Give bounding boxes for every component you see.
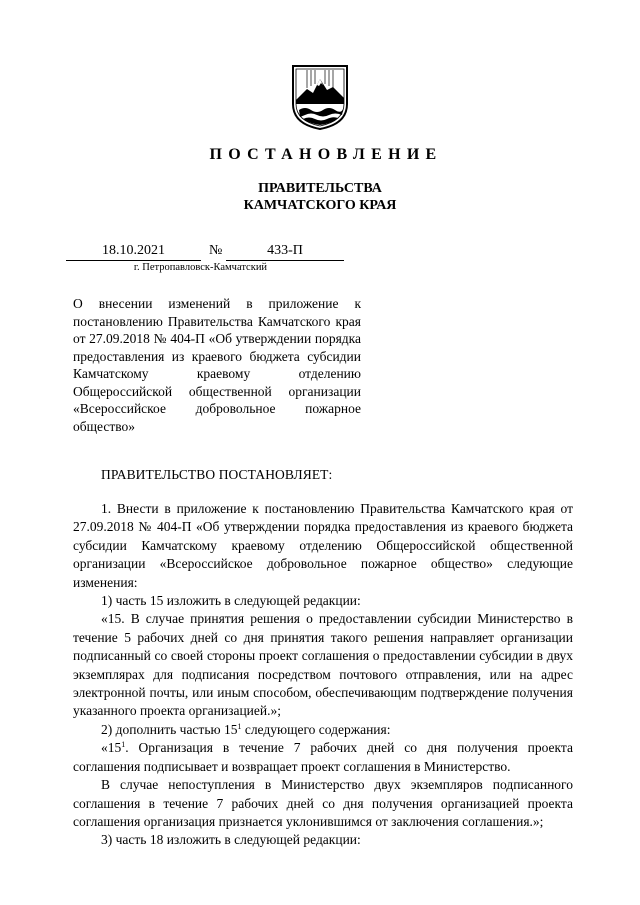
number-sign: №: [209, 243, 223, 258]
superscript: 1: [121, 740, 126, 750]
document-subject: О внесении изменений в приложение к постановлению Правительства Камчатского края от 27.09.2018 № 404-П «Об утверждении порядка предоставления из краевого бюджета субсидии Камчатскому краевому отделению Общероссийской общественной организации «Всероссийское добровольное пожарное общество»: [73, 296, 361, 434]
paragraph: 1) часть 15 изложить в следующей редакции:: [101, 593, 361, 609]
document-number: 433-П: [226, 243, 344, 261]
decree-heading: ПРАВИТЕЛЬСТВО ПОСТАНОВЛЯЕТ:: [101, 467, 333, 482]
authority-line-2: КАМЧАТСКОГО КРАЯ: [243, 198, 397, 213]
paragraph: В случае непоступления в Министерство двух экземпляров подписанного соглашения в течение 7 рабочих дней со дня получения организацией проекта соглашения организация признается уклонившимся от заключения соглашения.»;: [73, 777, 573, 829]
issuing-authority: [0, 180, 640, 214]
kamchatka-coat-of-arms-icon: [291, 64, 349, 130]
document-meta-row: [0, 243, 640, 263]
authority-line-1: ПРАВИТЕЛЬСТВА: [258, 181, 382, 196]
document-city: г. Петропавловск-Камчатский: [133, 262, 268, 273]
document-body: [73, 500, 573, 850]
paragraph: «15. В случае принятия решения о предоставлении субсидии Министерство в течение 5 рабочих дней со дня принятия такого решения направляет организации подписанный со своей стороны проект соглашения о предоставлении субсидии в двух экземплярах для подписания посредством почтового отправления, или на адрес электронной почты, или иным способом, обеспечивающим подтверждение получения указанного проекта организацией.»;: [73, 611, 573, 719]
paragraph: 3) часть 18 изложить в следующей редакции:: [101, 832, 361, 848]
paragraph: [73, 739, 573, 776]
document-type-title: ПОСТАНОВЛЕНИЕ: [209, 146, 443, 163]
superscript: 1: [237, 721, 242, 731]
document-date: 18.10.2021: [66, 243, 201, 261]
paragraph: [73, 721, 573, 739]
paragraph: 1. Внести в приложение к постановлению Правительства Камчатского края от 27.09.2018 № 404-П «Об утверждении порядка предоставления из краевого бюджета субсидии Камчатскому краевому отделению Общероссийской общественной организации «Всероссийское добровольное пожарное общество» следующие изменения:: [73, 501, 573, 590]
paragraph-text: следующего содержания:: [241, 721, 391, 737]
paragraph-text: «15: [101, 740, 122, 756]
paragraph-text: 2) дополнить частью 15: [101, 721, 238, 737]
paragraph-text: . Организация в течение 7 рабочих дней со дня получения проекта соглашения подписывает и возвращает проект соглашения в Министерство.: [73, 740, 573, 774]
